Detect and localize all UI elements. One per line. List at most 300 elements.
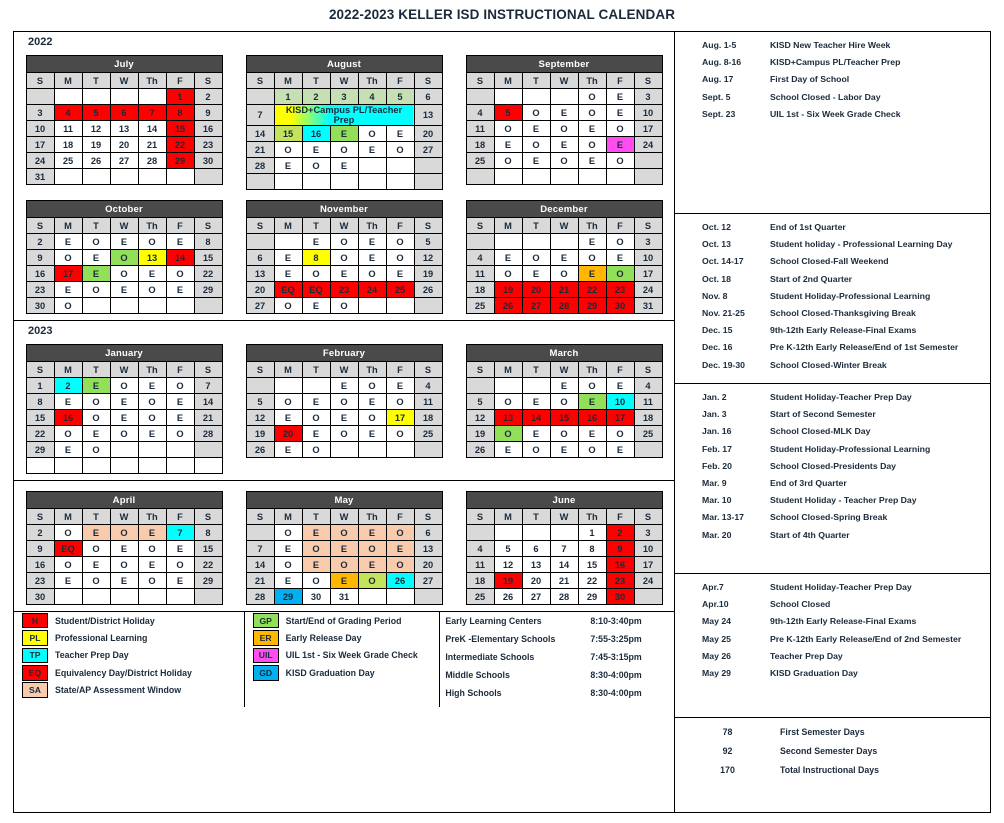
day-cell[interactable]: 2: [54, 378, 82, 394]
day-cell[interactable]: 25: [54, 153, 82, 169]
day-cell[interactable]: 22: [194, 557, 222, 573]
day-cell[interactable]: O: [606, 121, 634, 137]
day-cell[interactable]: 22: [578, 573, 606, 589]
day-cell[interactable]: O: [166, 378, 194, 394]
day-cell[interactable]: 22: [26, 426, 54, 442]
day-cell[interactable]: EQ: [54, 541, 82, 557]
day-cell[interactable]: 5: [466, 394, 494, 410]
day-cell[interactable]: E: [54, 282, 82, 298]
day-cell[interactable]: 7: [166, 525, 194, 541]
day-cell[interactable]: 16: [26, 266, 54, 282]
day-cell[interactable]: O: [110, 266, 138, 282]
day-cell[interactable]: 30: [26, 298, 54, 314]
day-cell[interactable]: 8: [578, 541, 606, 557]
day-cell[interactable]: O: [522, 105, 550, 121]
day-cell[interactable]: E: [606, 105, 634, 121]
day-cell[interactable]: 6: [414, 89, 442, 105]
day-cell[interactable]: 18: [414, 410, 442, 426]
day-cell[interactable]: O: [82, 573, 110, 589]
day-cell[interactable]: E: [110, 234, 138, 250]
day-cell[interactable]: E: [550, 137, 578, 153]
day-cell[interactable]: E: [302, 298, 330, 314]
day-cell[interactable]: E: [82, 250, 110, 266]
day-cell[interactable]: O: [54, 298, 82, 314]
day-cell[interactable]: 29: [578, 298, 606, 314]
day-cell[interactable]: 16: [302, 126, 330, 142]
day-cell[interactable]: 6: [522, 541, 550, 557]
day-cell[interactable]: O: [386, 426, 414, 442]
day-cell[interactable]: 22: [194, 266, 222, 282]
day-cell[interactable]: 1: [166, 89, 194, 105]
day-cell[interactable]: 6: [414, 525, 442, 541]
day-cell[interactable]: E: [166, 573, 194, 589]
day-cell[interactable]: 4: [54, 105, 82, 121]
day-cell[interactable]: 28: [194, 426, 222, 442]
day-cell[interactable]: 24: [26, 153, 54, 169]
day-cell[interactable]: O: [110, 378, 138, 394]
day-cell[interactable]: 25: [466, 298, 494, 314]
day-cell[interactable]: E: [302, 525, 330, 541]
day-cell[interactable]: 8: [26, 394, 54, 410]
day-cell[interactable]: E: [358, 234, 386, 250]
day-cell[interactable]: O: [274, 525, 302, 541]
day-cell[interactable]: E: [330, 573, 358, 589]
day-cell[interactable]: E: [550, 250, 578, 266]
day-cell[interactable]: 15: [550, 410, 578, 426]
day-cell[interactable]: O: [54, 426, 82, 442]
day-cell[interactable]: 11: [466, 266, 494, 282]
day-cell[interactable]: E: [578, 266, 606, 282]
day-cell[interactable]: O: [358, 573, 386, 589]
day-cell[interactable]: 9: [194, 105, 222, 121]
day-cell[interactable]: 4: [466, 105, 494, 121]
day-cell[interactable]: 9: [606, 541, 634, 557]
day-cell[interactable]: 14: [246, 126, 274, 142]
day-cell[interactable]: 13: [110, 121, 138, 137]
day-cell[interactable]: O: [578, 378, 606, 394]
day-cell[interactable]: O: [138, 394, 166, 410]
day-cell[interactable]: O: [550, 394, 578, 410]
day-cell[interactable]: 30: [606, 298, 634, 314]
day-cell[interactable]: O: [302, 541, 330, 557]
day-cell[interactable]: 14: [246, 557, 274, 573]
day-cell[interactable]: E: [550, 442, 578, 458]
day-cell[interactable]: 21: [550, 282, 578, 298]
day-cell[interactable]: O: [550, 121, 578, 137]
day-cell[interactable]: 13: [414, 541, 442, 557]
day-cell[interactable]: 28: [550, 589, 578, 605]
day-cell[interactable]: 13: [138, 250, 166, 266]
day-cell[interactable]: E: [386, 126, 414, 142]
day-cell[interactable]: EQ: [274, 282, 302, 298]
day-cell[interactable]: O: [494, 121, 522, 137]
day-cell[interactable]: 20: [110, 137, 138, 153]
day-cell[interactable]: 20: [414, 557, 442, 573]
day-cell[interactable]: 8: [194, 525, 222, 541]
day-cell[interactable]: 5: [82, 105, 110, 121]
day-cell[interactable]: E: [386, 378, 414, 394]
day-cell[interactable]: 14: [138, 121, 166, 137]
day-cell[interactable]: 20: [522, 282, 550, 298]
day-cell[interactable]: E: [330, 266, 358, 282]
day-cell[interactable]: E: [110, 282, 138, 298]
day-cell[interactable]: 21: [194, 410, 222, 426]
day-cell[interactable]: O: [386, 525, 414, 541]
day-cell[interactable]: E: [550, 378, 578, 394]
day-cell[interactable]: O: [494, 394, 522, 410]
day-cell[interactable]: E: [274, 573, 302, 589]
day-cell[interactable]: 19: [466, 426, 494, 442]
day-cell[interactable]: 30: [606, 589, 634, 605]
day-cell[interactable]: E: [274, 266, 302, 282]
day-cell[interactable]: 29: [26, 442, 54, 458]
day-cell[interactable]: O: [522, 250, 550, 266]
day-cell[interactable]: 29: [166, 153, 194, 169]
day-cell[interactable]: 17: [26, 137, 54, 153]
day-cell[interactable]: 7: [246, 541, 274, 557]
day-cell[interactable]: 16: [54, 410, 82, 426]
day-cell[interactable]: O: [54, 250, 82, 266]
day-cell[interactable]: 9: [26, 250, 54, 266]
day-cell[interactable]: 15: [578, 557, 606, 573]
day-cell[interactable]: E: [138, 557, 166, 573]
day-cell[interactable]: O: [330, 250, 358, 266]
day-cell[interactable]: 11: [466, 557, 494, 573]
day-cell[interactable]: 3: [26, 105, 54, 121]
day-cell[interactable]: 16: [578, 410, 606, 426]
day-cell[interactable]: 23: [606, 573, 634, 589]
day-cell[interactable]: 7: [194, 378, 222, 394]
day-cell[interactable]: E: [166, 410, 194, 426]
day-cell[interactable]: 29: [578, 589, 606, 605]
day-cell[interactable]: O: [386, 250, 414, 266]
day-cell[interactable]: KISD+Campus PL/Teacher Prep: [274, 105, 414, 126]
day-cell[interactable]: O: [386, 142, 414, 158]
day-cell[interactable]: 23: [194, 137, 222, 153]
day-cell[interactable]: E: [606, 250, 634, 266]
day-cell[interactable]: 23: [330, 282, 358, 298]
day-cell[interactable]: 26: [494, 589, 522, 605]
day-cell[interactable]: 17: [386, 410, 414, 426]
day-cell[interactable]: 6: [246, 250, 274, 266]
day-cell[interactable]: 19: [494, 573, 522, 589]
day-cell[interactable]: 13: [494, 410, 522, 426]
day-cell[interactable]: O: [138, 234, 166, 250]
day-cell[interactable]: E: [606, 442, 634, 458]
day-cell[interactable]: O: [330, 234, 358, 250]
day-cell[interactable]: O: [138, 573, 166, 589]
day-cell[interactable]: 23: [26, 573, 54, 589]
day-cell[interactable]: E: [54, 442, 82, 458]
day-cell[interactable]: 14: [550, 557, 578, 573]
day-cell[interactable]: 15: [26, 410, 54, 426]
day-cell[interactable]: O: [82, 282, 110, 298]
day-cell[interactable]: E: [82, 426, 110, 442]
day-cell[interactable]: O: [386, 394, 414, 410]
day-cell[interactable]: 30: [26, 589, 54, 605]
day-cell[interactable]: E: [606, 89, 634, 105]
day-cell[interactable]: 27: [110, 153, 138, 169]
day-cell[interactable]: E: [578, 121, 606, 137]
day-cell[interactable]: O: [82, 442, 110, 458]
day-cell[interactable]: 31: [634, 298, 662, 314]
day-cell[interactable]: E: [54, 573, 82, 589]
day-cell[interactable]: 20: [246, 282, 274, 298]
day-cell[interactable]: E: [330, 126, 358, 142]
day-cell[interactable]: O: [330, 394, 358, 410]
day-cell[interactable]: E: [522, 121, 550, 137]
day-cell[interactable]: 30: [302, 589, 330, 605]
day-cell[interactable]: 21: [246, 573, 274, 589]
day-cell[interactable]: O: [606, 234, 634, 250]
day-cell[interactable]: E: [494, 442, 522, 458]
day-cell[interactable]: E: [138, 266, 166, 282]
day-cell[interactable]: E: [522, 266, 550, 282]
day-cell[interactable]: 29: [194, 573, 222, 589]
day-cell[interactable]: O: [330, 298, 358, 314]
day-cell[interactable]: E: [166, 282, 194, 298]
day-cell[interactable]: 4: [634, 378, 662, 394]
day-cell[interactable]: 19: [82, 137, 110, 153]
day-cell[interactable]: 19: [494, 282, 522, 298]
day-cell[interactable]: O: [82, 541, 110, 557]
day-cell[interactable]: 28: [138, 153, 166, 169]
day-cell[interactable]: O: [578, 137, 606, 153]
day-cell[interactable]: 26: [414, 282, 442, 298]
day-cell[interactable]: O: [358, 410, 386, 426]
day-cell[interactable]: E: [82, 378, 110, 394]
day-cell[interactable]: 5: [386, 89, 414, 105]
day-cell[interactable]: 9: [26, 541, 54, 557]
day-cell[interactable]: 21: [550, 573, 578, 589]
day-cell[interactable]: 10: [634, 105, 662, 121]
day-cell[interactable]: E: [302, 142, 330, 158]
day-cell[interactable]: 25: [414, 426, 442, 442]
day-cell[interactable]: 24: [634, 573, 662, 589]
day-cell[interactable]: 26: [386, 573, 414, 589]
day-cell[interactable]: 5: [414, 234, 442, 250]
day-cell[interactable]: E: [386, 541, 414, 557]
day-cell[interactable]: E: [578, 153, 606, 169]
day-cell[interactable]: 8: [194, 234, 222, 250]
day-cell[interactable]: O: [274, 394, 302, 410]
day-cell[interactable]: E: [302, 426, 330, 442]
day-cell[interactable]: 25: [466, 153, 494, 169]
day-cell[interactable]: 31: [26, 169, 54, 185]
day-cell[interactable]: O: [302, 266, 330, 282]
day-cell[interactable]: 12: [494, 557, 522, 573]
day-cell[interactable]: E: [274, 541, 302, 557]
day-cell[interactable]: 2: [606, 525, 634, 541]
day-cell[interactable]: O: [330, 525, 358, 541]
day-cell[interactable]: 27: [522, 589, 550, 605]
day-cell[interactable]: 27: [414, 573, 442, 589]
day-cell[interactable]: 1: [578, 525, 606, 541]
day-cell[interactable]: 16: [606, 557, 634, 573]
day-cell[interactable]: E: [82, 525, 110, 541]
day-cell[interactable]: O: [358, 266, 386, 282]
day-cell[interactable]: 10: [26, 121, 54, 137]
day-cell[interactable]: 13: [522, 557, 550, 573]
day-cell[interactable]: 19: [246, 426, 274, 442]
day-cell[interactable]: O: [302, 442, 330, 458]
day-cell[interactable]: 18: [466, 282, 494, 298]
day-cell[interactable]: 25: [634, 426, 662, 442]
day-cell[interactable]: 10: [634, 541, 662, 557]
day-cell[interactable]: E: [358, 525, 386, 541]
day-cell[interactable]: 17: [634, 266, 662, 282]
day-cell[interactable]: 11: [54, 121, 82, 137]
day-cell[interactable]: 30: [194, 153, 222, 169]
day-cell[interactable]: 12: [414, 250, 442, 266]
day-cell[interactable]: 26: [494, 298, 522, 314]
day-cell[interactable]: 8: [166, 105, 194, 121]
day-cell[interactable]: E: [166, 394, 194, 410]
day-cell[interactable]: E: [606, 378, 634, 394]
day-cell[interactable]: 22: [166, 137, 194, 153]
day-cell[interactable]: 15: [194, 250, 222, 266]
day-cell[interactable]: 4: [414, 378, 442, 394]
day-cell[interactable]: E: [54, 394, 82, 410]
day-cell[interactable]: 18: [466, 573, 494, 589]
day-cell[interactable]: 21: [138, 137, 166, 153]
day-cell[interactable]: 22: [578, 282, 606, 298]
day-cell[interactable]: E: [494, 137, 522, 153]
day-cell[interactable]: 15: [274, 126, 302, 142]
day-cell[interactable]: 3: [634, 89, 662, 105]
day-cell[interactable]: 16: [26, 557, 54, 573]
day-cell[interactable]: E: [606, 137, 634, 153]
day-cell[interactable]: E: [358, 142, 386, 158]
day-cell[interactable]: 3: [634, 525, 662, 541]
day-cell[interactable]: 15: [194, 541, 222, 557]
day-cell[interactable]: O: [138, 541, 166, 557]
day-cell[interactable]: 4: [466, 250, 494, 266]
day-cell[interactable]: E: [522, 153, 550, 169]
day-cell[interactable]: O: [494, 153, 522, 169]
day-cell[interactable]: 5: [494, 105, 522, 121]
day-cell[interactable]: 21: [246, 142, 274, 158]
day-cell[interactable]: O: [606, 266, 634, 282]
day-cell[interactable]: 14: [166, 250, 194, 266]
day-cell[interactable]: 7: [550, 541, 578, 557]
day-cell[interactable]: 17: [634, 557, 662, 573]
day-cell[interactable]: O: [578, 442, 606, 458]
day-cell[interactable]: E: [274, 250, 302, 266]
day-cell[interactable]: O: [138, 282, 166, 298]
day-cell[interactable]: 14: [522, 410, 550, 426]
day-cell[interactable]: 17: [606, 410, 634, 426]
day-cell[interactable]: O: [110, 557, 138, 573]
day-cell[interactable]: 26: [82, 153, 110, 169]
day-cell[interactable]: E: [274, 442, 302, 458]
day-cell[interactable]: 28: [246, 589, 274, 605]
day-cell[interactable]: 29: [274, 589, 302, 605]
day-cell[interactable]: 27: [414, 142, 442, 158]
day-cell[interactable]: O: [578, 250, 606, 266]
day-cell[interactable]: 18: [54, 137, 82, 153]
day-cell[interactable]: 4: [466, 541, 494, 557]
day-cell[interactable]: O: [82, 394, 110, 410]
day-cell[interactable]: 11: [466, 121, 494, 137]
day-cell[interactable]: E: [330, 378, 358, 394]
day-cell[interactable]: 18: [634, 410, 662, 426]
day-cell[interactable]: E: [330, 410, 358, 426]
day-cell[interactable]: 3: [330, 89, 358, 105]
day-cell[interactable]: E: [358, 557, 386, 573]
day-cell[interactable]: E: [138, 525, 166, 541]
day-cell[interactable]: O: [110, 250, 138, 266]
day-cell[interactable]: 2: [194, 89, 222, 105]
day-cell[interactable]: E: [110, 394, 138, 410]
day-cell[interactable]: 27: [246, 298, 274, 314]
day-cell[interactable]: 3: [634, 234, 662, 250]
day-cell[interactable]: 1: [274, 89, 302, 105]
day-cell[interactable]: O: [494, 426, 522, 442]
day-cell[interactable]: O: [166, 266, 194, 282]
day-cell[interactable]: O: [358, 541, 386, 557]
day-cell[interactable]: E: [110, 541, 138, 557]
day-cell[interactable]: 12: [82, 121, 110, 137]
day-cell[interactable]: 1: [26, 378, 54, 394]
day-cell[interactable]: 23: [26, 282, 54, 298]
day-cell[interactable]: O: [578, 105, 606, 121]
day-cell[interactable]: 25: [466, 589, 494, 605]
day-cell[interactable]: O: [358, 126, 386, 142]
day-cell[interactable]: 7: [246, 105, 274, 126]
day-cell[interactable]: 12: [466, 410, 494, 426]
day-cell[interactable]: O: [82, 410, 110, 426]
day-cell[interactable]: 24: [358, 282, 386, 298]
day-cell[interactable]: E: [578, 394, 606, 410]
day-cell[interactable]: E: [494, 250, 522, 266]
day-cell[interactable]: 6: [110, 105, 138, 121]
day-cell[interactable]: 23: [606, 282, 634, 298]
day-cell[interactable]: O: [606, 153, 634, 169]
day-cell[interactable]: 28: [246, 158, 274, 174]
day-cell[interactable]: O: [138, 410, 166, 426]
day-cell[interactable]: O: [274, 298, 302, 314]
day-cell[interactable]: E: [274, 158, 302, 174]
day-cell[interactable]: E: [166, 541, 194, 557]
day-cell[interactable]: E: [578, 426, 606, 442]
day-cell[interactable]: O: [606, 426, 634, 442]
day-cell[interactable]: E: [54, 234, 82, 250]
day-cell[interactable]: 2: [26, 525, 54, 541]
day-cell[interactable]: 14: [194, 394, 222, 410]
day-cell[interactable]: 26: [466, 442, 494, 458]
day-cell[interactable]: O: [578, 89, 606, 105]
day-cell[interactable]: E: [82, 557, 110, 573]
day-cell[interactable]: E: [358, 394, 386, 410]
day-cell[interactable]: 11: [414, 394, 442, 410]
day-cell[interactable]: 2: [26, 234, 54, 250]
day-cell[interactable]: O: [330, 142, 358, 158]
day-cell[interactable]: E: [302, 557, 330, 573]
day-cell[interactable]: E: [386, 266, 414, 282]
day-cell[interactable]: 27: [522, 298, 550, 314]
day-cell[interactable]: 29: [194, 282, 222, 298]
day-cell[interactable]: O: [358, 378, 386, 394]
day-cell[interactable]: 11: [634, 394, 662, 410]
day-cell[interactable]: E: [330, 541, 358, 557]
day-cell[interactable]: 10: [606, 394, 634, 410]
day-cell[interactable]: O: [330, 557, 358, 573]
day-cell[interactable]: O: [166, 557, 194, 573]
day-cell[interactable]: O: [522, 137, 550, 153]
day-cell[interactable]: 25: [386, 282, 414, 298]
day-cell[interactable]: O: [522, 442, 550, 458]
